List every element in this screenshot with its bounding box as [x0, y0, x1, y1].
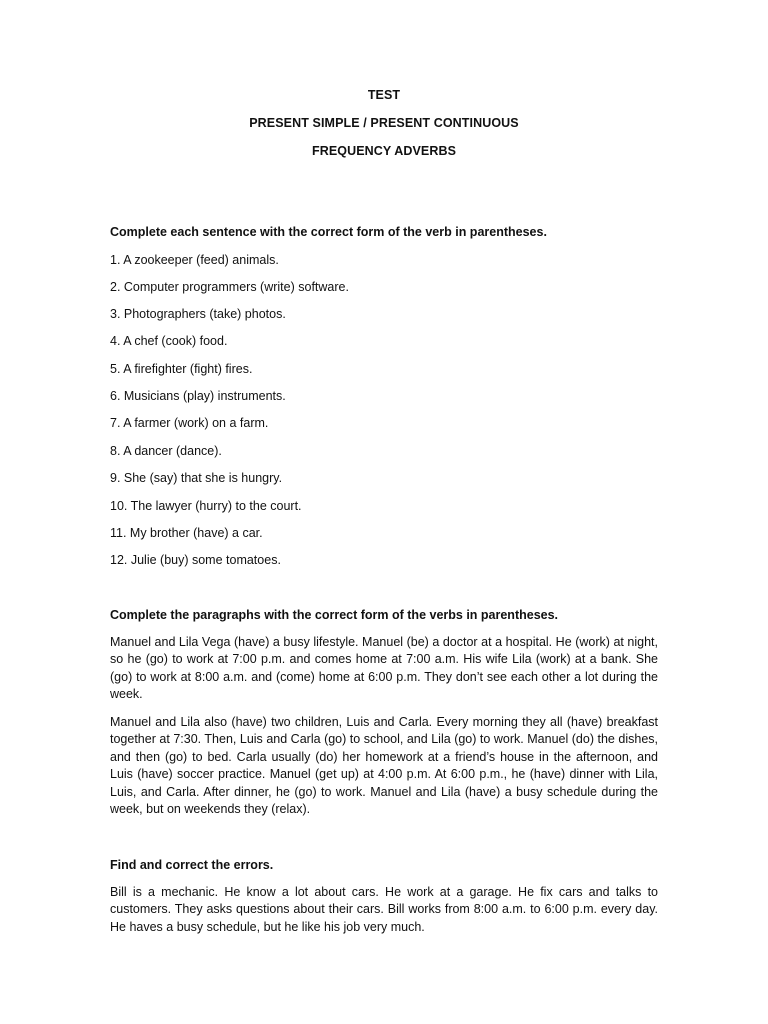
exercise-item: 5. A firefighter (fight) fires.	[110, 362, 253, 376]
section2-instruction: Complete the paragraphs with the correct form of the verbs in parentheses.	[110, 608, 559, 622]
section1-instruction: Complete each sentence with the correct form of the verb in parentheses.	[110, 225, 547, 239]
exercise-item: 12. Julie (buy) some tomatoes.	[110, 553, 281, 567]
section2-paragraph: Manuel and Lila also (have) two children, Luis and Carla. Every morning they all (have) breakfast together at 7:30. Then, Luis and Carla (go) to school, and Lila (go) to work. Manuel (do) the dishes, and then (go) to bed. Carla usually (do) her homework at a friend’s house in the afternoon, and Luis (have) soccer practice. Manuel (get up) at 4:00 p.m. At 6:00 p.m., he (have) dinner with Lila, Luis, and Carla. After dinner, he (go) to work. Manuel and Lila (have) a busy schedule during the week, but on weekends they (relax).	[110, 715, 658, 817]
section3-paragraph: Bill is a mechanic. He know a lot about cars. He work at a garage. He fix cars and talks to customers. They asks questions about their cars. Bill works from 8:00 a.m. to 6:00 p.m. every day. He haves a busy schedule, but he like his job very much.	[110, 885, 658, 934]
exercise-item: 3. Photographers (take) photos.	[110, 307, 286, 321]
page-title: TEST	[367, 88, 401, 102]
exercise-item: 10. The lawyer (hurry) to the court.	[110, 499, 302, 513]
exercise-item: 11. My brother (have) a car.	[110, 526, 263, 540]
section2-paragraph: Manuel and Lila Vega (have) a busy lifestyle. Manuel (be) a doctor at a hospital. He (work) at night, so he (go) to work at 7:00 p.m. and comes home at 7:00 a.m. His wife Lila (work) at a bank. She (go) to work at 8:00 a.m. and (come) home at 6:00 p.m. They don’t see each other a lot during the week.	[110, 635, 658, 702]
page-subtitle: PRESENT SIMPLE / PRESENT CONTINUOUS	[249, 116, 519, 130]
exercise-item: 4. A chef (cook) food.	[110, 334, 228, 348]
exercise-item: 9. She (say) that she is hungry.	[110, 471, 283, 485]
exercise-item: 6. Musicians (play) instruments.	[110, 389, 286, 403]
exercise-item: 2. Computer programmers (write) software.	[110, 280, 349, 294]
exercise-item: 8. A dancer (dance).	[110, 444, 222, 458]
exercise-item: 7. A farmer (work) on a farm.	[110, 416, 269, 430]
page-topic: FREQUENCY ADVERBS	[311, 144, 457, 158]
exercise-item: 1. A zookeeper (feed) animals.	[110, 253, 279, 267]
section3-instruction: Find and correct the errors.	[110, 858, 274, 872]
